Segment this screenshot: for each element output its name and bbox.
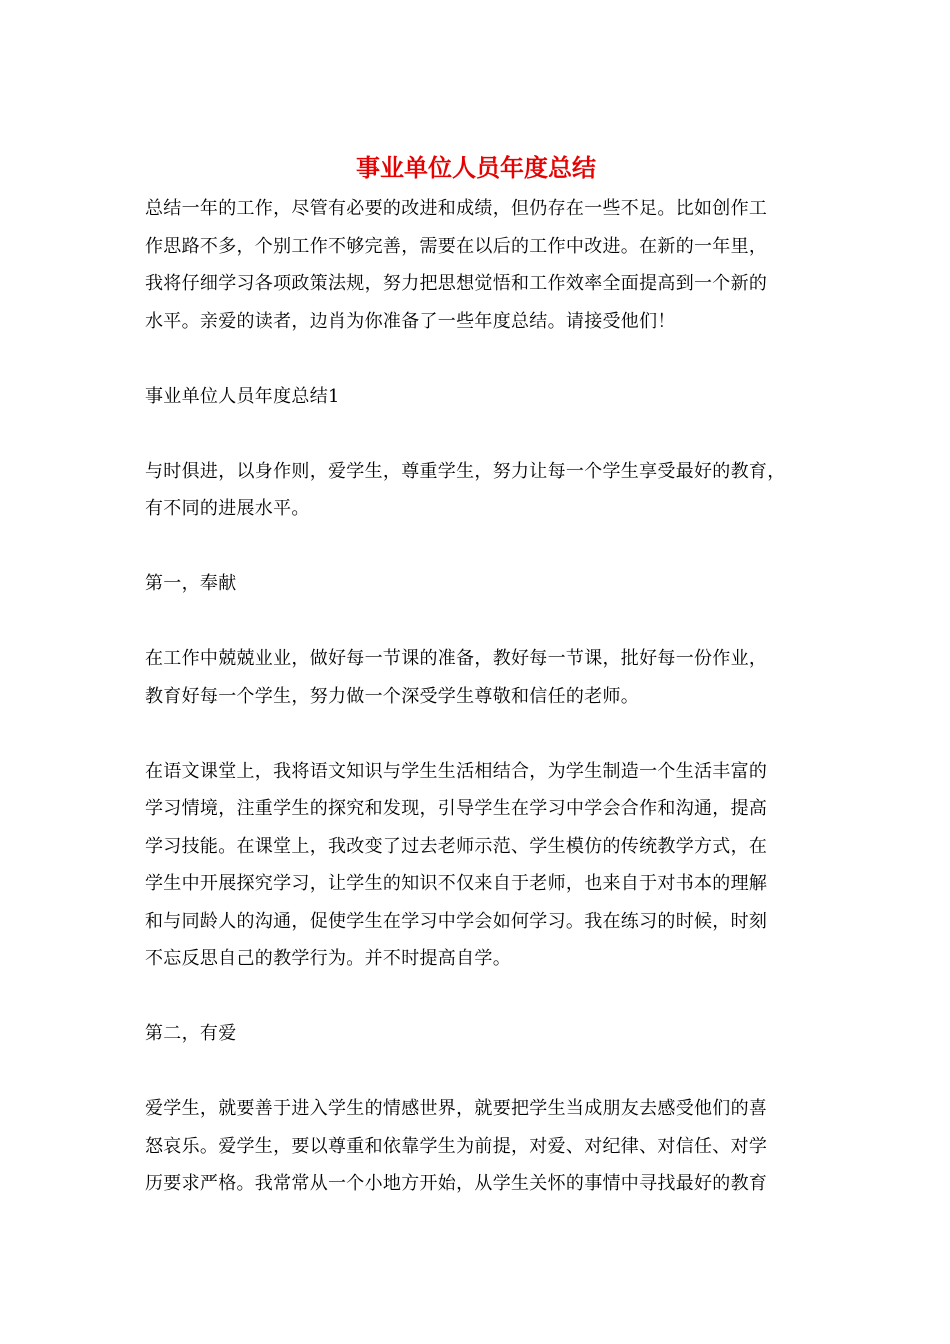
paragraph-gap xyxy=(145,603,807,641)
paragraph-gap xyxy=(145,415,807,453)
paragraph-love xyxy=(145,1090,807,1203)
document-page xyxy=(145,150,807,1203)
text-line: 作思路不多，个别工作不够完善，需要在以后的工作中改进。在新的一年里， xyxy=(145,235,768,257)
text-line: 学习技能。在课堂上，我改变了过去老师示范、学生模仿的传统教学方式，在 xyxy=(145,835,768,857)
text-line: 在工作中兢兢业业，做好每一节课的准备，教好每一节课，批好每一份作业， xyxy=(145,648,768,669)
text-line: 第一，奉献 xyxy=(145,573,237,594)
paragraph-gap xyxy=(145,340,807,378)
text-line: 爱学生，就要善于进入学生的情感世界，就要把学生当成朋友去感受他们的喜 xyxy=(145,1098,768,1119)
paragraph-intro xyxy=(145,190,807,340)
document-title: 事业单位人员年度总结 xyxy=(356,153,596,182)
text-line: 水平。亲爱的读者，边肖为你准备了一些年度总结。请接受他们！ xyxy=(145,310,676,332)
text-line: 在语文课堂上，我将语文知识与学生生活相结合，为学生制造一个生活丰富的 xyxy=(145,760,768,782)
text-line: 历要求严格。我常常从一个小地方开始，从学生关怀的事情中寻找最好的教育 xyxy=(145,1173,768,1194)
paragraph-classroom xyxy=(145,753,807,978)
paragraph-gap xyxy=(145,1053,807,1091)
text-line: 事业单位人员年度总结1 xyxy=(145,385,340,407)
paragraph-dedication xyxy=(145,640,807,715)
paragraph-gap xyxy=(145,715,807,753)
text-line: 和与同龄人的沟通，促使学生在学习中学会如何学习。我在练习的时候，时刻 xyxy=(145,910,768,932)
text-line: 教育好每一个学生，努力做一个深受学生尊敬和信任的老师。 xyxy=(145,685,640,707)
text-line: 与时俱进，以身作则，爱学生，尊重学生，努力让每一个学生享受最好的教育， xyxy=(145,460,786,482)
subheading-second xyxy=(145,1015,807,1053)
text-line: 怒哀乐。爱学生，要以尊重和依靠学生为前提，对爱、对纪律、对信任、对学 xyxy=(145,1135,768,1157)
text-line: 第二，有爱 xyxy=(145,1023,237,1044)
section-heading-1 xyxy=(145,378,807,416)
text-line: 学生中开展探究学习，让学生的知识不仅来自于老师，也来自于对书本的理解 xyxy=(145,873,768,894)
paragraph-principle xyxy=(145,453,807,528)
text-line: 有不同的进展水平。 xyxy=(145,498,310,519)
subheading-first xyxy=(145,565,807,603)
text-line: 总结一年的工作，尽管有必要的改进和成绩，但仍存在一些不足。比如创作工 xyxy=(145,198,768,219)
text-line: 不忘反思自己的教学行为。并不时提高自学。 xyxy=(145,948,511,969)
paragraph-gap xyxy=(145,528,807,566)
text-line: 学习情境，注重学生的探究和发现，引导学生在学习中学会合作和沟通，提高 xyxy=(145,798,768,819)
paragraph-gap xyxy=(145,978,807,1016)
text-line: 我将仔细学习各项政策法规，努力把思想觉悟和工作效率全面提高到一个新的 xyxy=(145,273,768,294)
